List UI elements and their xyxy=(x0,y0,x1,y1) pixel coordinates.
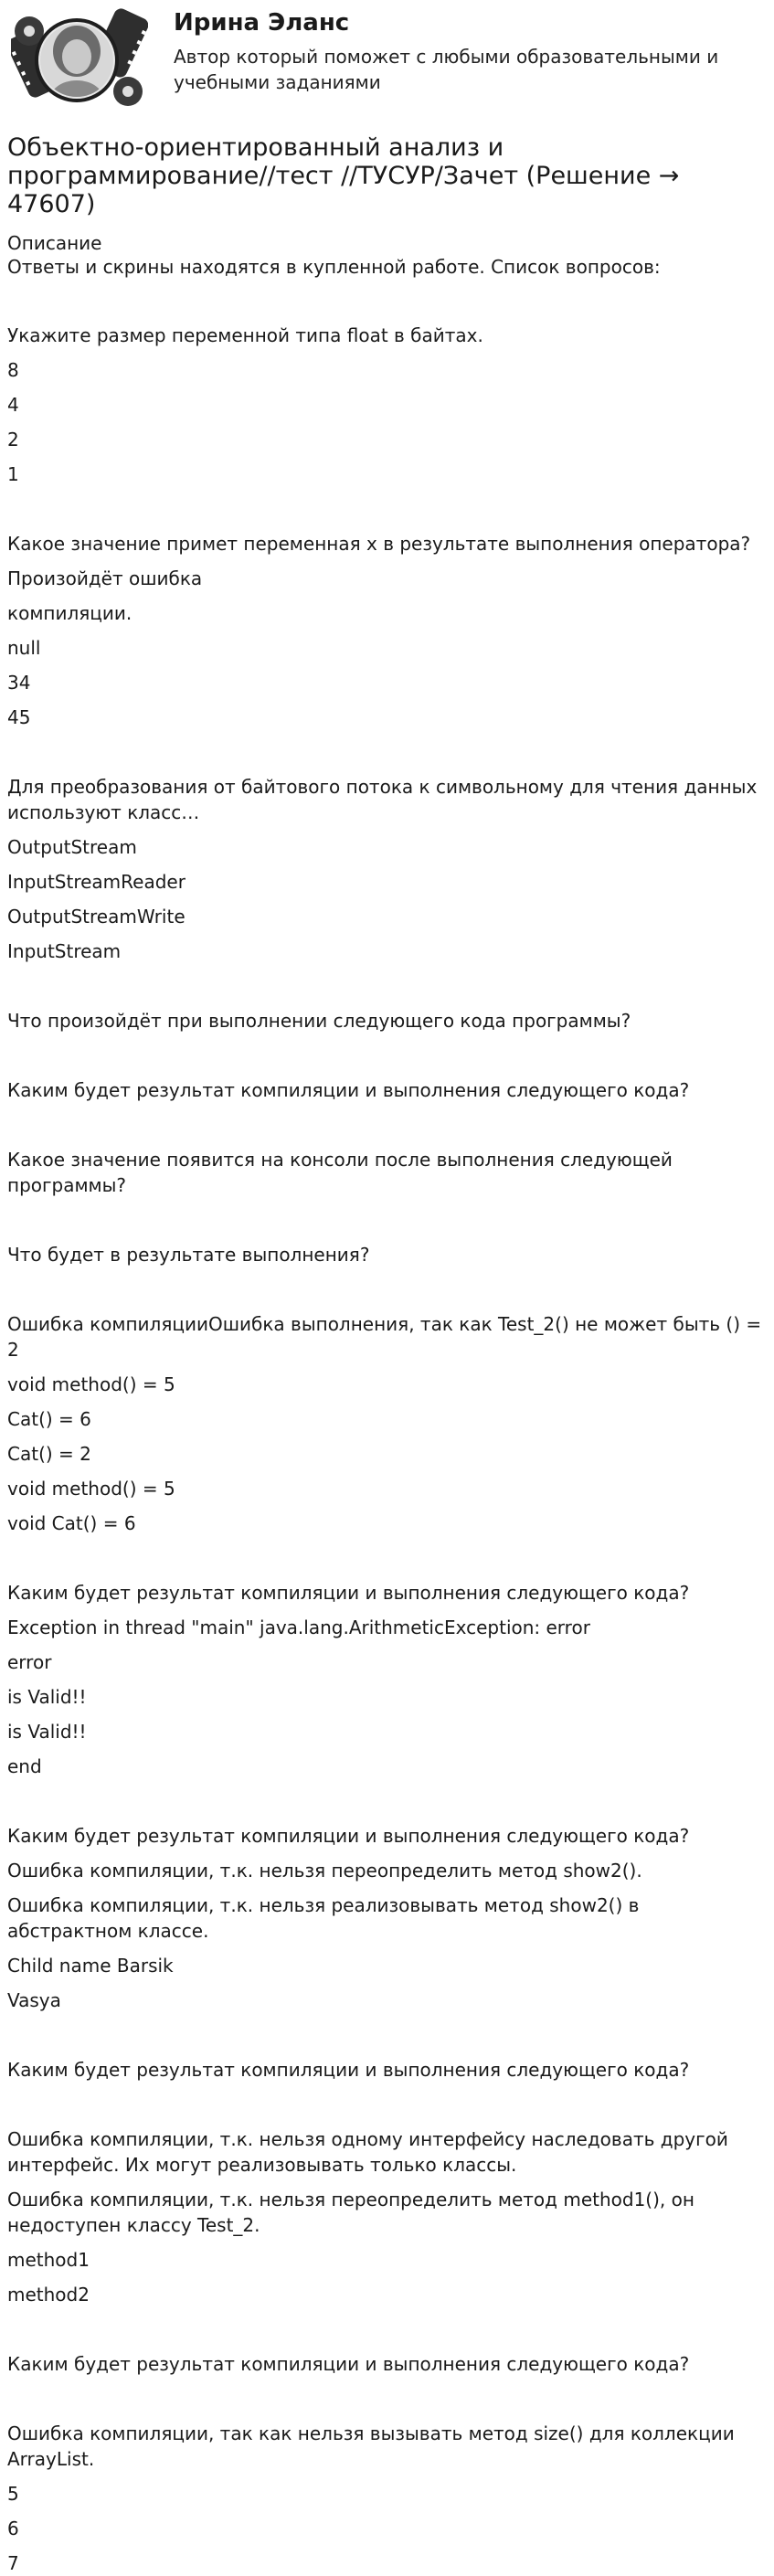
answer-option: null xyxy=(7,637,41,659)
answer-option: method1 xyxy=(7,2249,90,2271)
author-description: Автор который поможет с любыми образовательными и учебными заданиями xyxy=(174,46,719,93)
answer-option: 4 xyxy=(7,394,19,416)
answer-option: is Valid!! xyxy=(7,1686,87,1708)
answer-option: 6 xyxy=(7,2518,19,2539)
question-text: Ошибка компиляцииОшибка выполнения, так как Test_2() не может быть () = 2 xyxy=(7,1313,762,1361)
answer-option: 7 xyxy=(7,2552,19,2574)
answer-option: void Cat() = 6 xyxy=(7,1512,136,1534)
answer-option: Ошибка компиляции, т.к. нельзя реализовывать метод show2() в абстрактном классе. xyxy=(7,1894,640,1942)
question-text: Каким будет результат компиляции и выполнения следующего кода? xyxy=(7,1582,690,1604)
question-text: Каким будет результат компиляции и выполнения следующего кода? xyxy=(7,1825,690,1847)
page-title: Объектно-ориентированный анализ и программирование//тест //ТУСУР/Зачет (Решение → 47607) xyxy=(7,133,680,218)
question-text: Что будет в результате выполнения? xyxy=(7,1244,370,1266)
answer-option: Exception in thread "main" java.lang.ArithmeticException: error xyxy=(7,1617,590,1638)
answer-option: 5 xyxy=(7,2483,19,2505)
answer-option: 45 xyxy=(7,706,31,728)
answer-option: 1 xyxy=(7,463,19,485)
question-text: Ошибка компиляции, так как нельзя вызывать метод size() для коллекции ArrayList. xyxy=(7,2422,735,2470)
answer-option: void method() = 5 xyxy=(7,1373,175,1395)
answer-option: 8 xyxy=(7,359,19,381)
question-text: Какое значение появится на консоли после выполнения следующей программы? xyxy=(7,1149,673,1196)
author-name[interactable]: Ирина Эланс xyxy=(174,9,350,37)
answer-option: Child name Barsik xyxy=(7,1955,174,1977)
question-text: Укажите размер переменной типа float в байтах. xyxy=(7,324,483,346)
answer-option: Cat() = 6 xyxy=(7,1408,91,1430)
answer-option: OutputStreamWrite xyxy=(7,906,186,928)
question-text: Каким будет результат компиляции и выполнения следующего кода? xyxy=(7,2059,690,2081)
answer-option: Vasya xyxy=(7,1989,61,2011)
answer-option: is Valid!! xyxy=(7,1721,87,1743)
answer-option: InputStreamReader xyxy=(7,871,186,893)
answer-option: error xyxy=(7,1651,52,1673)
question-list xyxy=(7,323,767,2576)
author-avatar xyxy=(11,4,148,113)
answer-option: 2 xyxy=(7,429,19,451)
answer-option: OutputStream xyxy=(7,836,137,858)
question-text: Ошибка компиляции, т.к. нельзя одному интерфейсу наследовать другой интерфейс. Их могут реализовывать только классы. xyxy=(7,2128,728,2176)
description-text: Ответы и скрины находятся в купленной работе. Список вопросов: xyxy=(7,256,661,278)
description-label: Описание xyxy=(7,232,102,254)
answer-option: InputStream xyxy=(7,940,122,962)
author-card xyxy=(7,0,767,119)
answer-option: Ошибка компиляции, т.к. нельзя переопределить метод method1(), он недоступен классу Test_2. xyxy=(7,2189,694,2236)
question-text: Какое значение примет переменная x в результате выполнения оператора? xyxy=(7,533,751,555)
answer-option: Произойдёт ошибка xyxy=(7,567,203,589)
answer-option: method2 xyxy=(7,2284,90,2306)
question-text: Для преобразования от байтового потока к символьному для чтения данных используют класс… xyxy=(7,776,758,823)
answer-option: void method() = 5 xyxy=(7,1478,175,1500)
question-text: Каким будет результат компиляции и выполнения следующего кода? xyxy=(7,2353,690,2375)
answer-option: end xyxy=(7,1755,42,1777)
answer-option: Ошибка компиляции, т.к. нельзя переопределить метод show2(). xyxy=(7,1860,642,1882)
answer-option: Cat() = 2 xyxy=(7,1443,91,1465)
answer-option: компиляции. xyxy=(7,602,133,624)
question-text: Что произойдёт при выполнении следующего кода программы? xyxy=(7,1010,631,1032)
answer-option: 34 xyxy=(7,672,31,694)
question-text: Каким будет результат компиляции и выполнения следующего кода? xyxy=(7,1079,690,1101)
